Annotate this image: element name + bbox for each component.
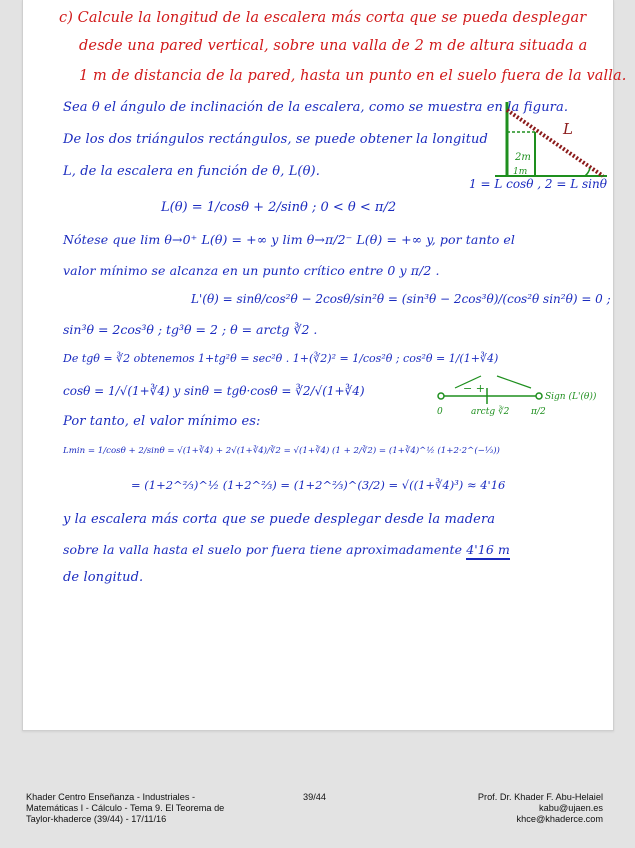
conclusion-line-1: y la escalera más corta que se puede desplegar desde la madera [63, 512, 496, 527]
final-answer: 4'16 m [466, 542, 510, 560]
footer-left-line-2: Matemáticas I - Cálculo - Tema 9. El Teorema de [26, 803, 225, 814]
sign-end-label: π/2 [531, 407, 546, 417]
footer-email-1[interactable]: kabu@ujaen.es [539, 803, 603, 814]
solution-line-5: valor mínimo se alcanza en un punto crítico entre 0 y π/2 . [63, 263, 440, 278]
solution-line-3: L, de la escalera en función de θ, L(θ). [63, 164, 320, 179]
figure-label-2m: 2m [515, 152, 531, 163]
page-number: 39/44 [303, 792, 326, 802]
solution-line-1: Sea θ el ángulo de inclinación de la escalera, como se muestra en la figura. [63, 100, 569, 115]
equation-cos-sin: cosθ = 1/√(1+∛4) y sinθ = tgθ·cosθ = ∛2/√(1+∛4) [63, 384, 365, 398]
document-page [22, 0, 627, 731]
figure-label-L: L [563, 120, 573, 138]
solution-line-4: Nótese que lim θ→0⁺ L(θ) = +∞ y lim θ→π/2⁻ L(θ) = +∞ y, por tanto el [63, 232, 516, 247]
sign-arrow-2 [497, 376, 531, 388]
equation-tangent: sin³θ = 2cos³θ ; tg³θ = 2 ; θ = arctg ∛2 . [63, 322, 318, 337]
figure-caption: 1 = L cosθ , 2 = L sinθ [469, 177, 607, 191]
sign-chart-label: Sign (L'(θ)) [545, 392, 597, 402]
conclusion-line-3: de longitud. [63, 570, 144, 585]
sign-symbols: − + [463, 382, 485, 395]
footer-author: Prof. Dr. Khader F. Abu-Helaiel [477, 792, 603, 802]
conclusion-line-2 [63, 542, 510, 557]
equation-cos-squared: De tgθ = ∛2 obtenemos 1+tg²θ = sec²θ . 1+(∛2)² = 1/cos²θ ; cos²θ = 1/(1+∛4) [63, 352, 499, 365]
sign-zero-label: 0 [437, 407, 443, 417]
sign-end-point [536, 393, 542, 399]
conclusion-line-2-text: sobre la valla hasta el suelo por fuera tiene aproximadamente [63, 542, 463, 557]
solution-line-2: De los dos triángulos rectángulos, se puede obtener la longitud [63, 132, 488, 147]
footer-left-line-1: Khader Centro Enseñanza - Industriales - [26, 792, 196, 802]
problem-line-2: desde una pared vertical, sobre una valla de 2 m de altura situada a [79, 38, 588, 54]
theta-arc [585, 168, 590, 176]
footer-page-number [303, 792, 326, 803]
problem-line-1: c) Calcule la longitud de la escalera más corta que se pueda desplegar [59, 10, 587, 26]
sign-start-point [438, 393, 444, 399]
sign-chart [435, 368, 613, 418]
figure-label-1m: 1m [513, 167, 528, 177]
problem-line-3: 1 m de distancia de la pared, hasta un punto en el suelo fuera de la valla. [79, 68, 627, 84]
footer-right [478, 792, 603, 826]
footer-email-2[interactable]: khce@khaderce.com [516, 814, 603, 825]
footer-left-line-3: Taylor-khaderce (39/44) - 17/11/16 [26, 814, 167, 825]
equation-Lmin: Lmin = 1/cosθ + 2/sinθ = √(1+∛4) + 2√(1+∛4)/∛2 = √(1+∛4) (1 + 2/∛2) = (1+∛4)^½ (1+2·2^(−⅓)) [63, 446, 500, 456]
sign-critical-label: arctg ∛2 [471, 407, 510, 417]
solution-line-6: Por tanto, el valor mínimo es: [63, 414, 261, 429]
equation-Lmin-result: = (1+2^⅔)^½ (1+2^⅔) = (1+2^⅔)^(3/2) = √((1+∛4)³) ≈ 4'16 [131, 478, 506, 492]
equation-L: L(θ) = 1/cosθ + 2/sinθ ; 0 < θ < π/2 [161, 200, 397, 215]
equation-derivative: L'(θ) = sinθ/cos²θ − 2cosθ/sin²θ = (sin³θ − 2cos³θ)/(cos²θ sin²θ) = 0 ; [191, 292, 611, 306]
footer-left [26, 792, 224, 826]
